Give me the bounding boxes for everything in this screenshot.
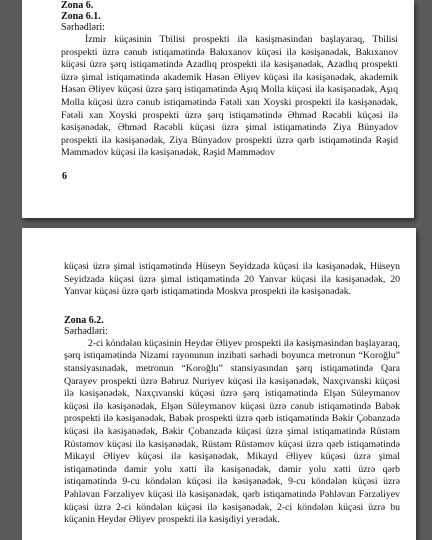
subzone-heading: Zona 6.1. bbox=[61, 11, 101, 22]
document-page-bottom bbox=[22, 228, 416, 540]
zone-description-paragraph: İzmir küçəsinin Tbilisi prospekti ilə kəsişməsindən başlayaraq, Tbilisi prospekti üzrə cənub istiqamətində Bakıxanov küçəsi ilə kəsişənədək, Bakıxanov küçəsi üzrə şərq istiqamətində Azadlıq prospekti ilə kəsişənədək, Azadlıq prospekti üzrə şimal istiqamətində akademik Həsən Əliyev küçəsi ilə kəsişənədək, akademik Həsən Əliyev küçəsi üzrə şərq istiqamətində Aşıq Molla küçəsi ilə kəsişənədək, Aşıq Molla küçəsi üzrə cənub istiqamətində Fətəli xan Xoyski prospekti ilə kəsişənədək, Fətəli xan Xoyski prospekti üzrə şərq istiqamətində Əhməd Rəcəbli küçəsi ilə kəsişənədək, Əhməd Rəcəbli küçəsi üzrə şimal istiqamətində Ziya Bünyadov prospekti ilə kəsişənədək, Ziya Bünyadov prospekti üzrə qərb istiqamətində Rəşid Məmmədov küçəsi ilə kəsişənədək, Rəşid Məmmədov bbox=[61, 34, 398, 159]
document-page-top bbox=[22, 0, 414, 218]
continuation-paragraph: küçəsi üzrə şimal istiqamətində Hüseyn Seyidzadə küçəsi ilə kəsişənədək, Hüseyn Seyidzadə küçəsi üzrə şimal istiqamətində 20 Yanvar küçəsi ilə kəsişənədək, 20 Yanvar küçəsi üzrə qərb istiqamətində Moskva prospekti ilə kəsişənədək. bbox=[64, 261, 400, 298]
zone-description-paragraph-2: 2-ci köndələn küçəsinin Heydər Əliyev prospekti ilə kəsişməsindən başlayaraq, şərq istiqamətində Nizami rayonunun inzibati sərhədi boyunca metronun “Koroğlu” stansiyasınadək, metronun “Koroğlu” stansiyasından şərq istiqamətində Qara Qarayev prospekti üzrə Bəhruz Nuriyev küçəsi ilə kəsişənədək, Naxçıvanski küçəsi ilə kəsişənədək, Naxçıvanski küçəsi üzrə şərq istiqamətində Elşən Süleymanov küçəsi ilə kəsişənədək, Elşən Süleymanov küçəsi üzrə cənub istiqamətində Babək prospekti ilə kəsişənədək, Babək prospekti üzrə qərb istiqamətində Bəkir Çobanzadə küçəsi ilə kəsişənədək, Bəkir Çobanzadə küçəsi üzrə şimal istiqamətində Rüstəm Rüstəmov küçəsi ilə kəsişənədək, Rüstəm Rüstəmov küçəsi üzrə qərb istiqamətində Mikayıl Əliyev küçəsi ilə kəsişənədək, Mikayıl Əliyev küçəsi üzrə şimal istiqamətində dəmir yolu xətti ilə kəsişənədək, dəmir yolu xətti üzrə qərb istiqamətində 9-cu köndələn küçəsi ilə kəsişənədək, 9-cu köndələn küçəsi üzrə Pəhləvan Fərzəliyev küçəsi ilə kəsişənədək, qərb istiqamətində Pəhləvan Fərzəliyev küçəsi üzrə 2-ci köndələn küçəsi ilə kəsişənədək, 2-ci köndələn küçəsi üzrə bu küçənin Heydər Əliyev prospekti ilə kəsişdiyi yerədək. bbox=[64, 337, 400, 526]
borders-label-2: Sərhədləri: bbox=[64, 325, 108, 337]
page-top-content bbox=[61, 0, 398, 160]
page-number: 6 bbox=[62, 171, 67, 182]
page-bottom-content bbox=[64, 261, 400, 527]
zone-heading: Zona 6. bbox=[61, 0, 94, 11]
subzone-heading-2: Zona 6.2. bbox=[64, 314, 104, 326]
borders-label: Sərhədləri: bbox=[61, 22, 105, 33]
